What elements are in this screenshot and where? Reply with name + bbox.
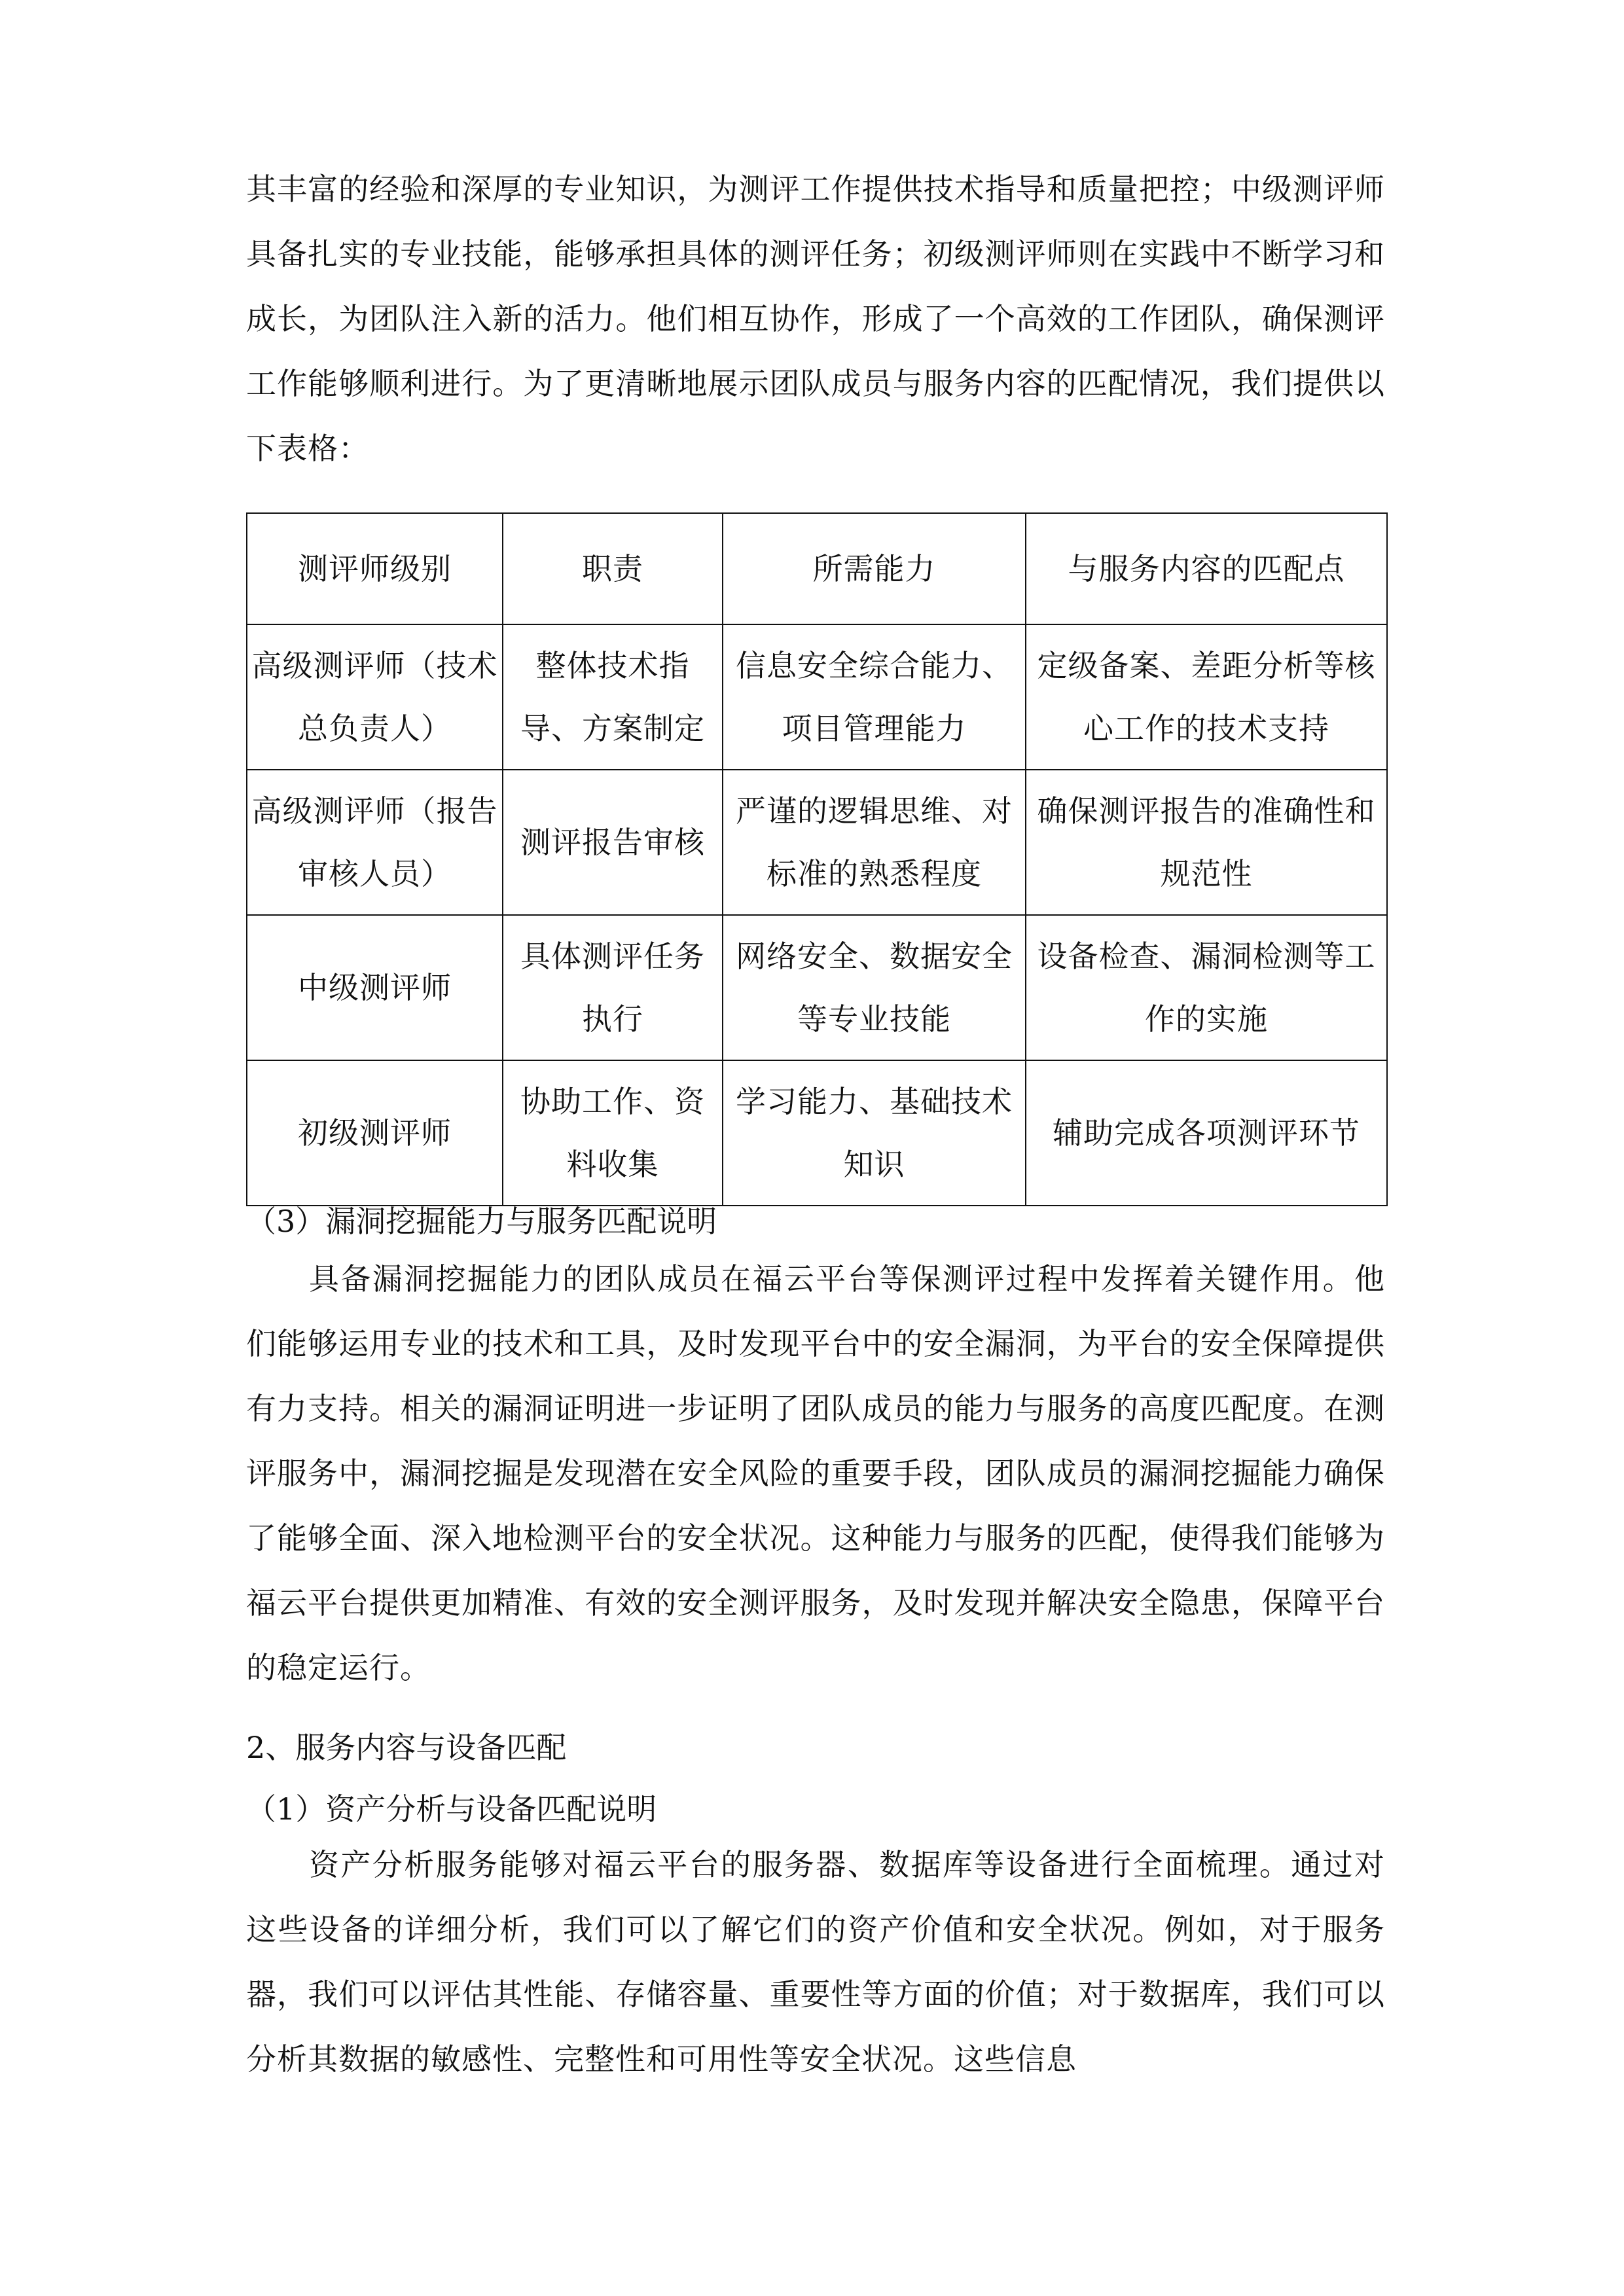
- table-row: [247, 624, 1387, 770]
- table-cell: 高级测评师（技术总负责人）: [247, 624, 503, 770]
- table-cell: 严谨的逻辑思维、对标准的熟悉程度: [723, 770, 1026, 915]
- table-cell: 辅助完成各项测评环节: [1026, 1060, 1387, 1206]
- table-row: [247, 1060, 1387, 1206]
- table-cell: 信息安全综合能力、项目管理能力: [723, 624, 1026, 770]
- table-cell: 设备检查、漏洞检测等工作的实施: [1026, 915, 1387, 1060]
- table-cell: 高级测评师（报告审核人员）: [247, 770, 503, 915]
- asset-analysis-paragraph: 资产分析服务能够对福云平台的服务器、数据库等设备进行全面梳理。通过对这些设备的详细分析，我们可以了解它们的资产价值和安全状况。例如，对于服务器，我们可以评估其性能、存储容量、重要性等方面的价值；对于数据库，我们可以分析其数据的敏感性、完整性和可用性等安全状况。这些信息: [246, 1847, 1385, 2077]
- vulnerability-paragraph: 具备漏洞挖掘能力的团队成员在福云平台等保测评过程中发挥着关键作用。他们能够运用专业的技术和工具，及时发现平台中的安全漏洞，为平台的安全保障提供有力支持。相关的漏洞证明进一步证明了团队成员的能力与服务的高度匹配度。在测评服务中，漏洞挖掘是发现潜在安全风险的重要手段，团队成员的漏洞挖掘能力确保了能够全面、深入地检测平台的安全状况。这种能力与服务的匹配，使得我们能够为福云平台提供更加精准、有效的安全测评服务，及时发现并解决安全隐患，保障平台的稳定运行。: [246, 1261, 1385, 1685]
- table-header-cell: 所需能力: [723, 513, 1026, 624]
- table-cell: 整体技术指导、方案制定: [503, 624, 723, 770]
- table-cell: 测评报告审核: [503, 770, 723, 915]
- table-row: [247, 915, 1387, 1060]
- table-cell: 网络安全、数据安全等专业技能: [723, 915, 1026, 1060]
- table-cell: 协助工作、资料收集: [503, 1060, 723, 1206]
- table-row: [247, 770, 1387, 915]
- table-header-cell: 职责: [503, 513, 723, 624]
- table-cell: 中级测评师: [247, 915, 503, 1060]
- section-heading-service-device: 2、服务内容与设备匹配: [246, 1730, 567, 1765]
- table-header-cell: 与服务内容的匹配点: [1026, 513, 1387, 624]
- section-heading-asset-analysis: （1）资产分析与设备匹配说明: [246, 1791, 657, 1827]
- intro-paragraph: 其丰富的经验和深厚的专业知识，为测评工作提供技术指导和质量把控；中级测评师具备扎实的专业技能，能够承担具体的测评任务；初级测评师则在实践中不断学习和成长，为团队注入新的活力。他们相互协作，形成了一个高效的工作团队，确保测评工作能够顺利进行。为了更清晰地展示团队成员与服务内容的匹配情况，我们提供以下表格：: [246, 171, 1385, 466]
- section-heading-vulnerability: （3）漏洞挖掘能力与服务匹配说明: [246, 1204, 717, 1239]
- table-cell: 定级备案、差距分析等核心工作的技术支持: [1026, 624, 1387, 770]
- table-header-cell: 测评师级别: [247, 513, 503, 624]
- table-cell: 具体测评任务执行: [503, 915, 723, 1060]
- evaluator-table: [246, 512, 1388, 1206]
- table-cell: 学习能力、基础技术知识: [723, 1060, 1026, 1206]
- table-cell: 确保测评报告的准确性和规范性: [1026, 770, 1387, 915]
- table-cell: 初级测评师: [247, 1060, 503, 1206]
- table-header-row: [247, 513, 1387, 624]
